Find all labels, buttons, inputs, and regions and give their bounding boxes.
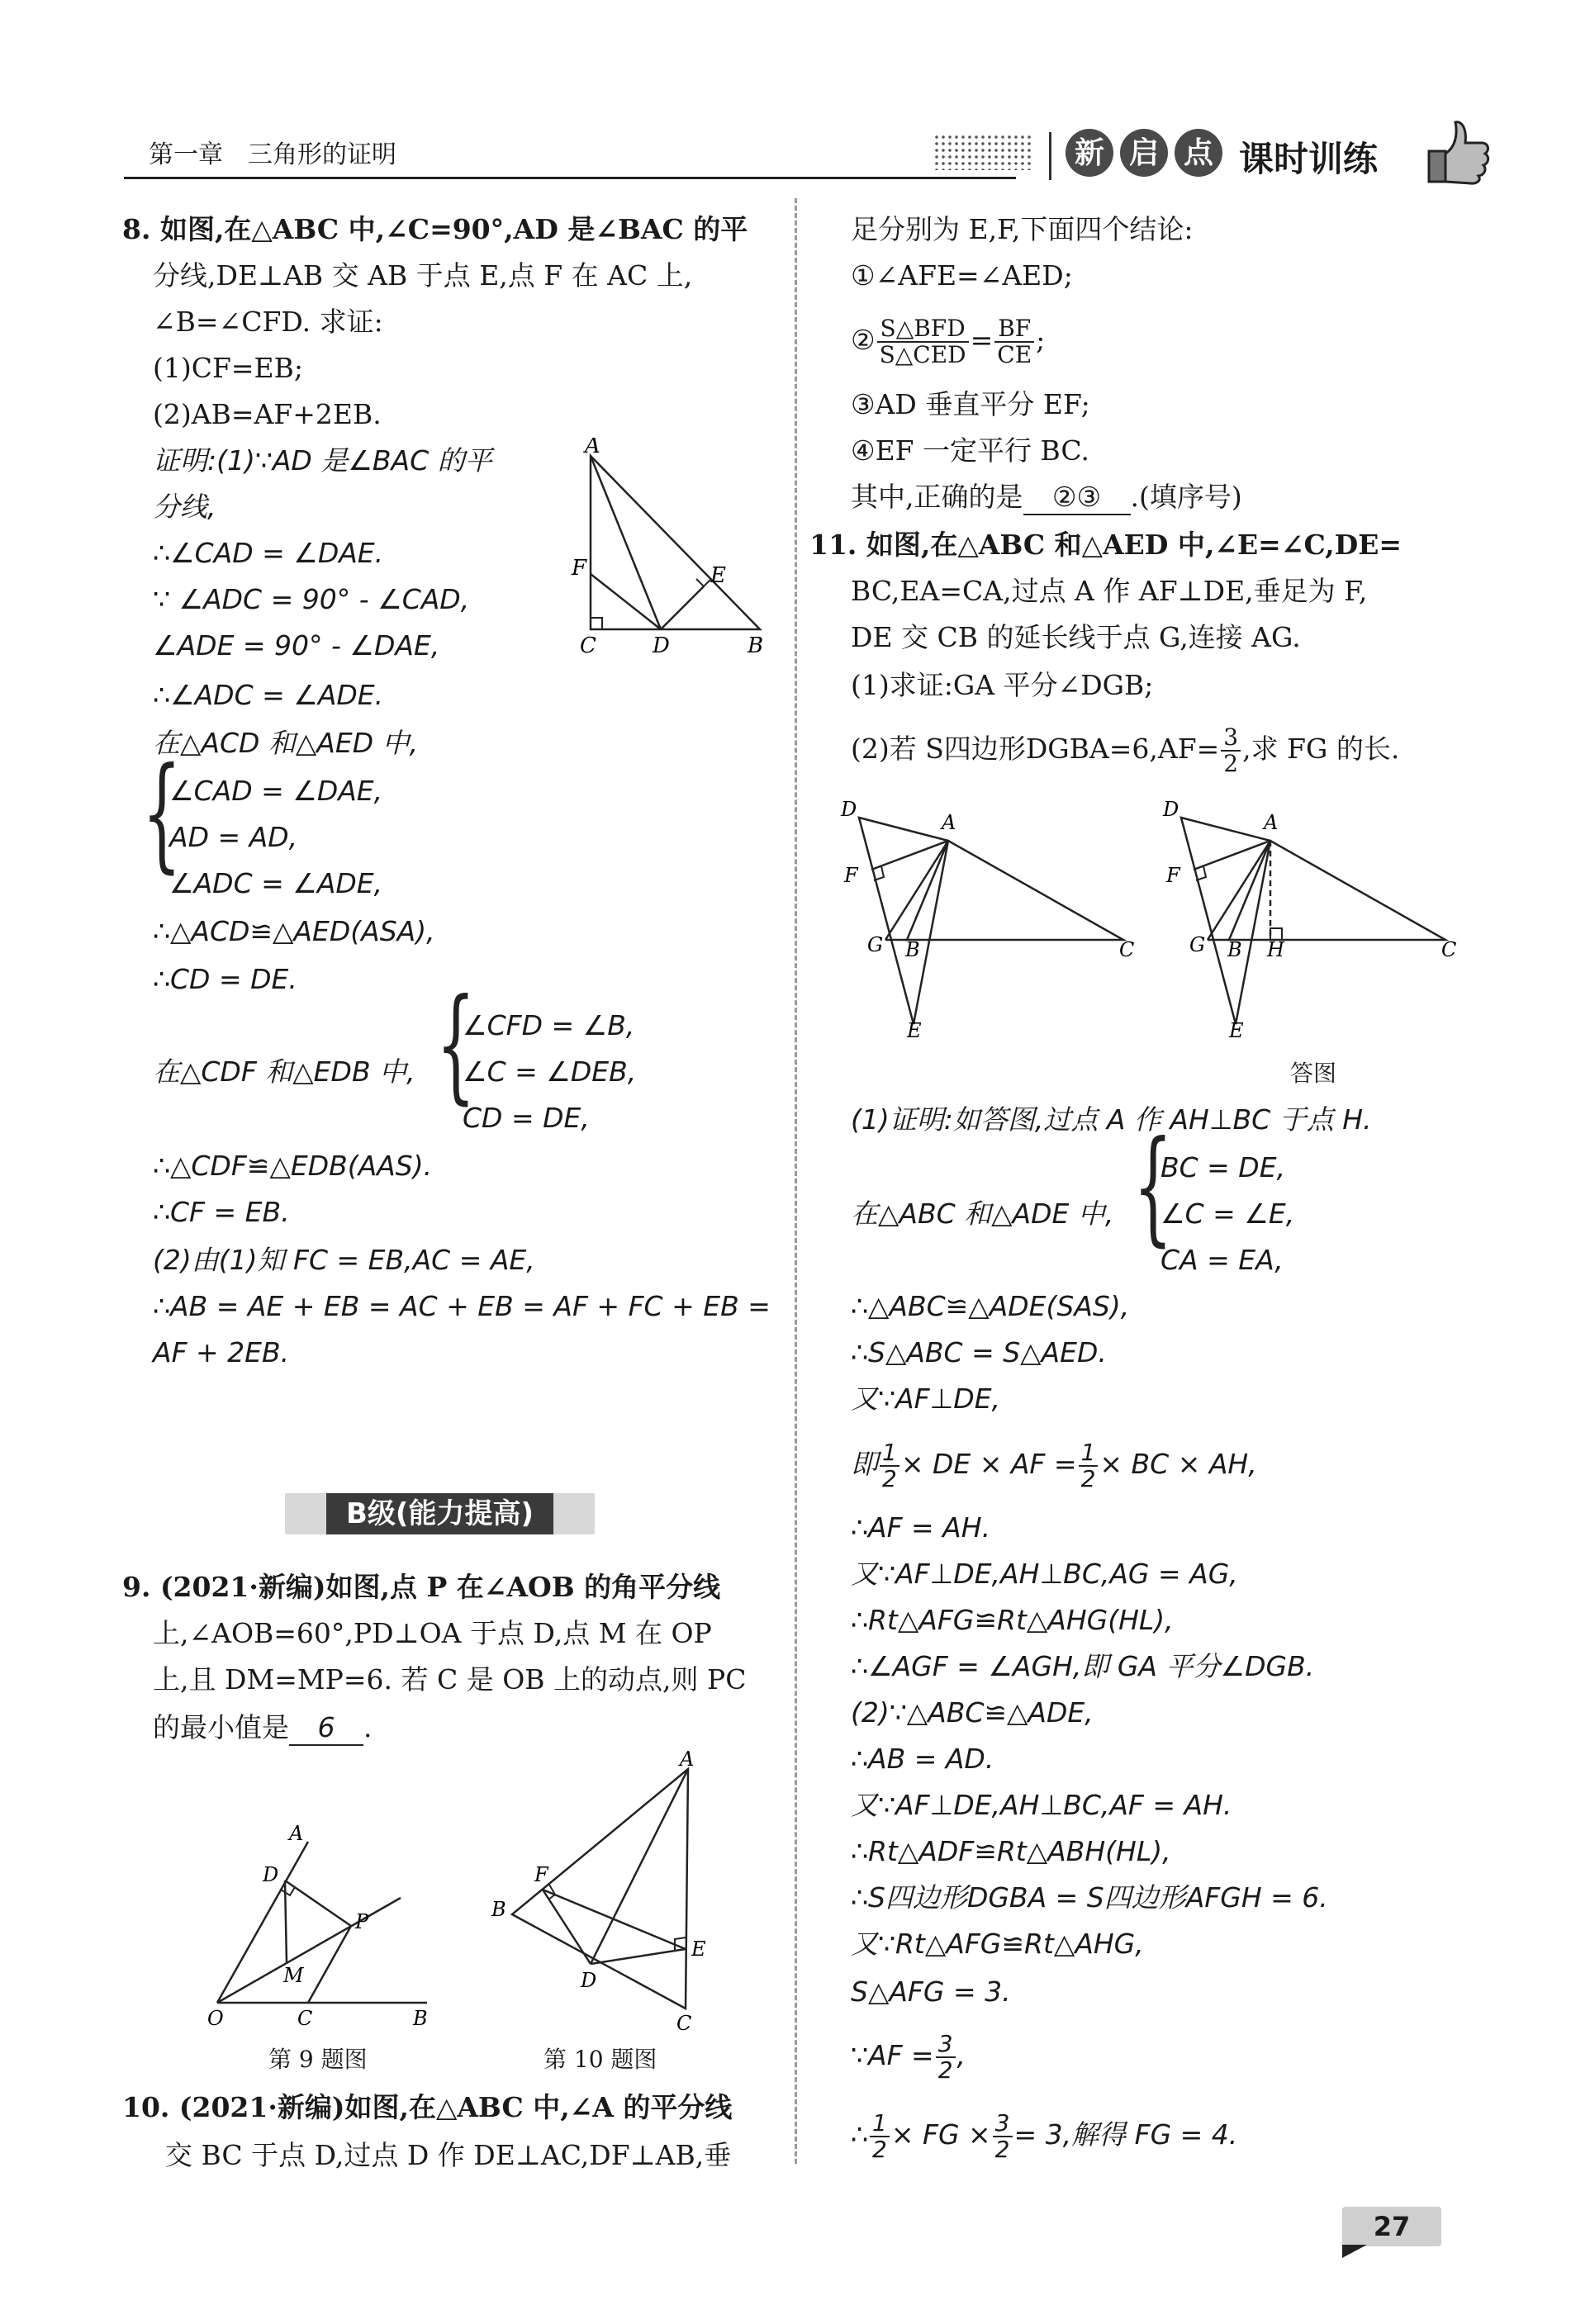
q8-label-a: A [585,438,600,458]
q8-stem-1: 8. 如图,在△ABC 中,∠C=90°,AD 是∠BAC 的平 [122,213,748,245]
q10-triangle [512,1769,688,2009]
q11-ans-label-f: F [1166,864,1180,887]
q11-sol6-c: = 3,解得 FG = 4. [1013,2118,1238,2151]
q11-figure-caption: 答图 [1290,1060,1337,1087]
thumbs-up-icon [1412,106,1495,188]
brand-badges [1066,129,1222,177]
q8-proof3-3: (2)由(1)知 FC = EB,AC = AE, [153,1244,535,1276]
q8-proof2-1: ∴△ACD≌△AED(ASA), [153,915,435,947]
q11-sol4-2: 又∵AF⊥DE,AH⊥BC,AG = AG, [851,1558,1238,1590]
q11-brace-label: 在△ABC 和△ADE 中, [851,1198,1114,1230]
q8-segment-ad [591,456,661,629]
q11-ans-label-e: E [1229,1019,1244,1039]
q10-segment-de [591,1949,686,1964]
q11-stem-1: 11. 如图,在△ABC 和△AED 中,∠E=∠C,DE= [809,529,1403,561]
q11-sol3 [851,1435,1257,1493]
q9-label-b: B [413,2007,428,2030]
page-corner-triangle-icon [1342,2245,1367,2258]
dot-pattern [933,134,1031,170]
q8-stem-4: (1)CF=EB; [153,352,303,384]
q11-sol4-6: ∴AB = AD. [851,1743,994,1775]
q8-proof-5: ∠ADE = 90° - ∠DAE, [153,629,440,662]
page-number-tab [1342,2207,1441,2246]
q11-sol4-7: 又∵AF⊥DE,AH⊥BC,AF = AH. [851,1789,1232,1821]
q11-brace-2: ∠C = ∠E, [1160,1198,1295,1230]
q11-label-e: E [907,1019,922,1039]
q10-caption: 第 10 题图 [543,2046,657,2073]
q11-label-a: A [942,811,956,834]
q11-sol3-half-2: $\frac{1}{2}$ [1079,1440,1099,1492]
brand-badge-2: 启 [1120,129,1168,177]
q11-sol4-9: ∴S四边形DGBA = S四边形AFGH = 6. [851,1881,1328,1914]
q8-proof-1: 证明:(1)∵AD 是∠BAC 的平 [153,444,492,477]
q11-sol6-half: $\frac{1}{2}$ [870,2111,890,2162]
q8-label-b: B [748,633,764,658]
q11-ans-label-d: D [1163,798,1179,821]
q8-right-angle-c [591,618,602,629]
q8-proof-4: ∵ ∠ADC = 90° - ∠CAD, [153,583,470,615]
q10-segment-ad [591,1769,688,1964]
q11-brace-1: BC = DE, [1160,1151,1286,1183]
q9-label-c: C [297,2007,313,2030]
q8-proof3-4: ∴AB = AE + EB = AC + EB = AF + FC + EB = [153,1290,771,1322]
q9-last-suffix: . [363,1711,373,1743]
q11-q2-text: (2)若 S四边形DGBA=6,AF= [851,733,1220,765]
header-rule [124,177,1016,179]
brand-text: 课时训练 [1239,139,1379,179]
q11-ans-label-c: C [1441,938,1457,961]
q9-answer-blank: 6 [289,1711,363,1746]
q11-label-d: D [841,798,857,821]
q10-option-2 [851,307,1045,373]
q10-label-b: B [491,1898,506,1921]
q11-sol4-4: ∴∠AGF = ∠AGH,即 GA 平分∠DGB. [851,1650,1315,1682]
q11-answer-figure [1156,791,1470,1039]
q11-sol4-8: ∴Rt△ADF≌Rt△ABH(HL), [851,1835,1171,1867]
q8-label-c: C [580,633,596,658]
section-b-title: B级(能力提高) [326,1493,553,1534]
q10-option-2-eq: = [970,324,994,356]
q10-option-2-frac2: $\frac{BF}{CE}$ [994,316,1034,368]
q8-stem-2: 分线,DE⊥AB 交 AB 于点 E,点 F 在 AC 上, [153,259,693,292]
q11-sol4-10: 又∵Rt△AFG≌Rt△AHG, [851,1928,1144,1960]
q11-sol5 [851,2027,966,2084]
q10-stem-2: 交 BC 于点 D,过点 D 作 DE⊥AC,DF⊥AB,垂 [165,2139,732,2171]
q10-label-f: F [534,1863,548,1886]
q8-proof2-2: ∴CD = DE. [153,963,297,995]
q8-proof3-1: ∴△CDF≌△EDB(AAS). [153,1150,433,1182]
q11-label-c: C [1119,938,1135,961]
q11-ans-label-a: A [1264,811,1279,834]
q11-sol5-b: , [956,2039,966,2071]
q8-proof3-5: AF + 2EB. [153,1336,290,1368]
q10-label-e: E [691,1937,706,1961]
q8-label-d: D [653,633,670,658]
page-number: 27 [1373,2211,1411,2242]
q10-figure [483,1751,731,2032]
q8-brace2-label: 在△CDF 和△EDB 中, [153,1055,415,1088]
q11-sol4-11: S△AFG = 3. [851,1975,1011,2008]
q8-brace1-3: ∠ADC = ∠ADE, [169,867,383,899]
brand-badge-1: 新 [1066,129,1113,177]
q10-option-3: ③AD 垂直平分 EF; [851,388,1090,420]
q11-label-g: G [867,933,884,956]
section-b-banner [285,1493,595,1534]
q11-sol5-a: ∵AF = [851,2039,934,2071]
q8-brace1-1: ∠CAD = ∠DAE, [169,775,383,807]
q8-proof-7: 在△ACD 和△AED 中, [153,727,419,759]
q10-answer-line [851,481,1242,515]
q8-label-e: E [710,563,726,588]
q11-sol3-b: × DE × AF = [900,1448,1077,1480]
q11-ans-triangle-ade [1181,818,1270,1024]
q9-label-m: M [283,1964,304,1987]
q9-last-prefix: 的最小值是 [153,1711,289,1743]
column-divider [795,198,797,2164]
q8-label-f: F [572,556,587,581]
q11-segment-af [871,841,948,870]
q11-q2-frac: $\frac{3}{2}$ [1221,725,1241,776]
q8-proof3-2: ∴CF = EB. [153,1196,290,1228]
q11-sol3-a: 即 [851,1448,878,1480]
q11-sol6-b: × FG × [890,2118,991,2151]
q8-proof-3: ∴∠CAD = ∠DAE. [153,537,384,569]
q10-option-1: ①∠AFE=∠AED; [851,259,1073,292]
q9-ray-op [217,1898,401,2003]
q11-stem-5 [851,720,1399,778]
q9-caption: 第 9 题图 [268,2046,368,2073]
brand-badge-3: 点 [1175,129,1222,177]
q11-sol6-a: ∴ [851,2118,868,2151]
q11-sol5-frac: $\frac{3}{2}$ [936,2032,956,2083]
q10-answer-blank: ②③ [1023,481,1131,515]
q10-label-d: D [581,1969,597,1992]
q9-stem-1: 9. (2021·新编)如图,点 P 在∠AOB 的角平分线 [122,1571,721,1603]
q10-right-1: 足分别为 E,F,下面四个结论: [851,213,1194,245]
q11-sol4-5: (2)∵△ABC≌△ADE, [851,1696,1094,1729]
header-divider [1049,132,1051,180]
q10-label-c: C [676,2012,692,2032]
q11-sol4-3: ∴Rt△AFG≌Rt△AHG(HL), [851,1604,1174,1636]
q9-label-d: D [263,1863,279,1886]
q10-answer-prefix: 其中,正确的是 [851,481,1023,513]
q11-sol2-3: 又∵AF⊥DE, [851,1383,1001,1415]
q10-option-2-prefix: ② [851,324,876,356]
q11-brace-3: CA = EA, [1160,1244,1284,1276]
q10-segment-df [543,1890,591,1964]
q11-stem-2: BC,EA=CA,过点 A 作 AF⊥DE,垂足为 F, [851,575,1368,607]
q11-q2-suffix: ,求 FG 的长. [1242,733,1400,765]
q9-stem-3: 上,且 DM=MP=6. 若 C 是 OB 上的动点,则 PC [153,1663,747,1696]
q11-sol6 [851,2106,1237,2164]
q8-right-angle-e [696,579,711,586]
q11-sol2-2: ∴S△ABC = S△AED. [851,1336,1107,1368]
q10-label-a: A [680,1751,695,1771]
q11-ans-label-h: H [1267,938,1284,961]
q9-stem-2: 上,∠AOB=60°,PD⊥OA 于点 D,点 M 在 OP [153,1617,712,1649]
q11-figure [834,791,1148,1039]
q8-brace2-1: ∠CFD = ∠B, [463,1009,635,1041]
q8-triangle [591,456,760,629]
q8-brace2-2: ∠C = ∠DEB, [463,1055,637,1088]
q11-sol3-c: × BC × AH, [1099,1448,1257,1480]
q8-brace-1: { [142,742,182,885]
q9-figure [202,1817,450,2032]
q11-triangle-ade [859,818,948,1024]
q11-brace: { [1133,1115,1173,1259]
q10-option-2-suffix: ; [1036,324,1046,356]
q8-segment-de [661,586,704,629]
q8-proof-2: 分线, [153,491,216,523]
q11-stem-4: (1)求证:GA 平分∠DGB; [851,669,1154,701]
q11-stem-3: DE 交 CB 的延长线于点 G,连接 AG. [851,621,1301,653]
q10-option-4: ④EF 一定平行 BC. [851,434,1089,467]
q11-sol3-half-1: $\frac{1}{2}$ [880,1440,899,1492]
q11-sol6-frac: $\frac{3}{2}$ [993,2111,1013,2162]
q8-brace-2: { [436,973,476,1117]
header [0,0,1590,190]
q10-option-2-frac1: $\frac{\text{S△BFD}}{\text{S△CED}}$ [877,316,969,368]
q11-sol2-1: ∴△ABC≌△ADE(SAS), [851,1290,1130,1322]
q8-brace2-3: CD = DE, [463,1102,590,1134]
q11-ans-segment-af [1194,841,1270,870]
q8-proof-6: ∴∠ADC = ∠ADE. [153,679,384,711]
q11-sol-1: (1)证明:如答图,过点 A 作 AH⊥BC 于点 H. [851,1103,1372,1136]
q9-label-a: A [289,1822,304,1845]
q8-stem-5: (2)AB=AF+2EB. [153,398,382,430]
q9-label-p: P [355,1910,369,1933]
q11-label-f: F [844,864,858,887]
chapter-title: 第一章 三角形的证明 [149,140,396,169]
q10-stem-1: 10. (2021·新编)如图,在△ABC 中,∠A 的平分线 [122,2091,733,2123]
q9-label-o: O [207,2007,224,2030]
q10-answer-suffix: .(填序号) [1130,481,1242,513]
q11-sol4-1: ∴AF = AH. [851,1511,991,1544]
q8-stem-3: ∠B=∠CFD. 求证: [153,306,383,338]
q10-segment-fe [543,1890,686,1949]
q11-ans-label-g: G [1189,933,1206,956]
q11-ans-label-b: B [1227,938,1242,961]
q8-figure [562,438,776,661]
q8-brace1-2: AD = AD, [169,821,298,853]
q9-stem-4 [153,1711,373,1746]
q11-label-b: B [905,938,920,961]
